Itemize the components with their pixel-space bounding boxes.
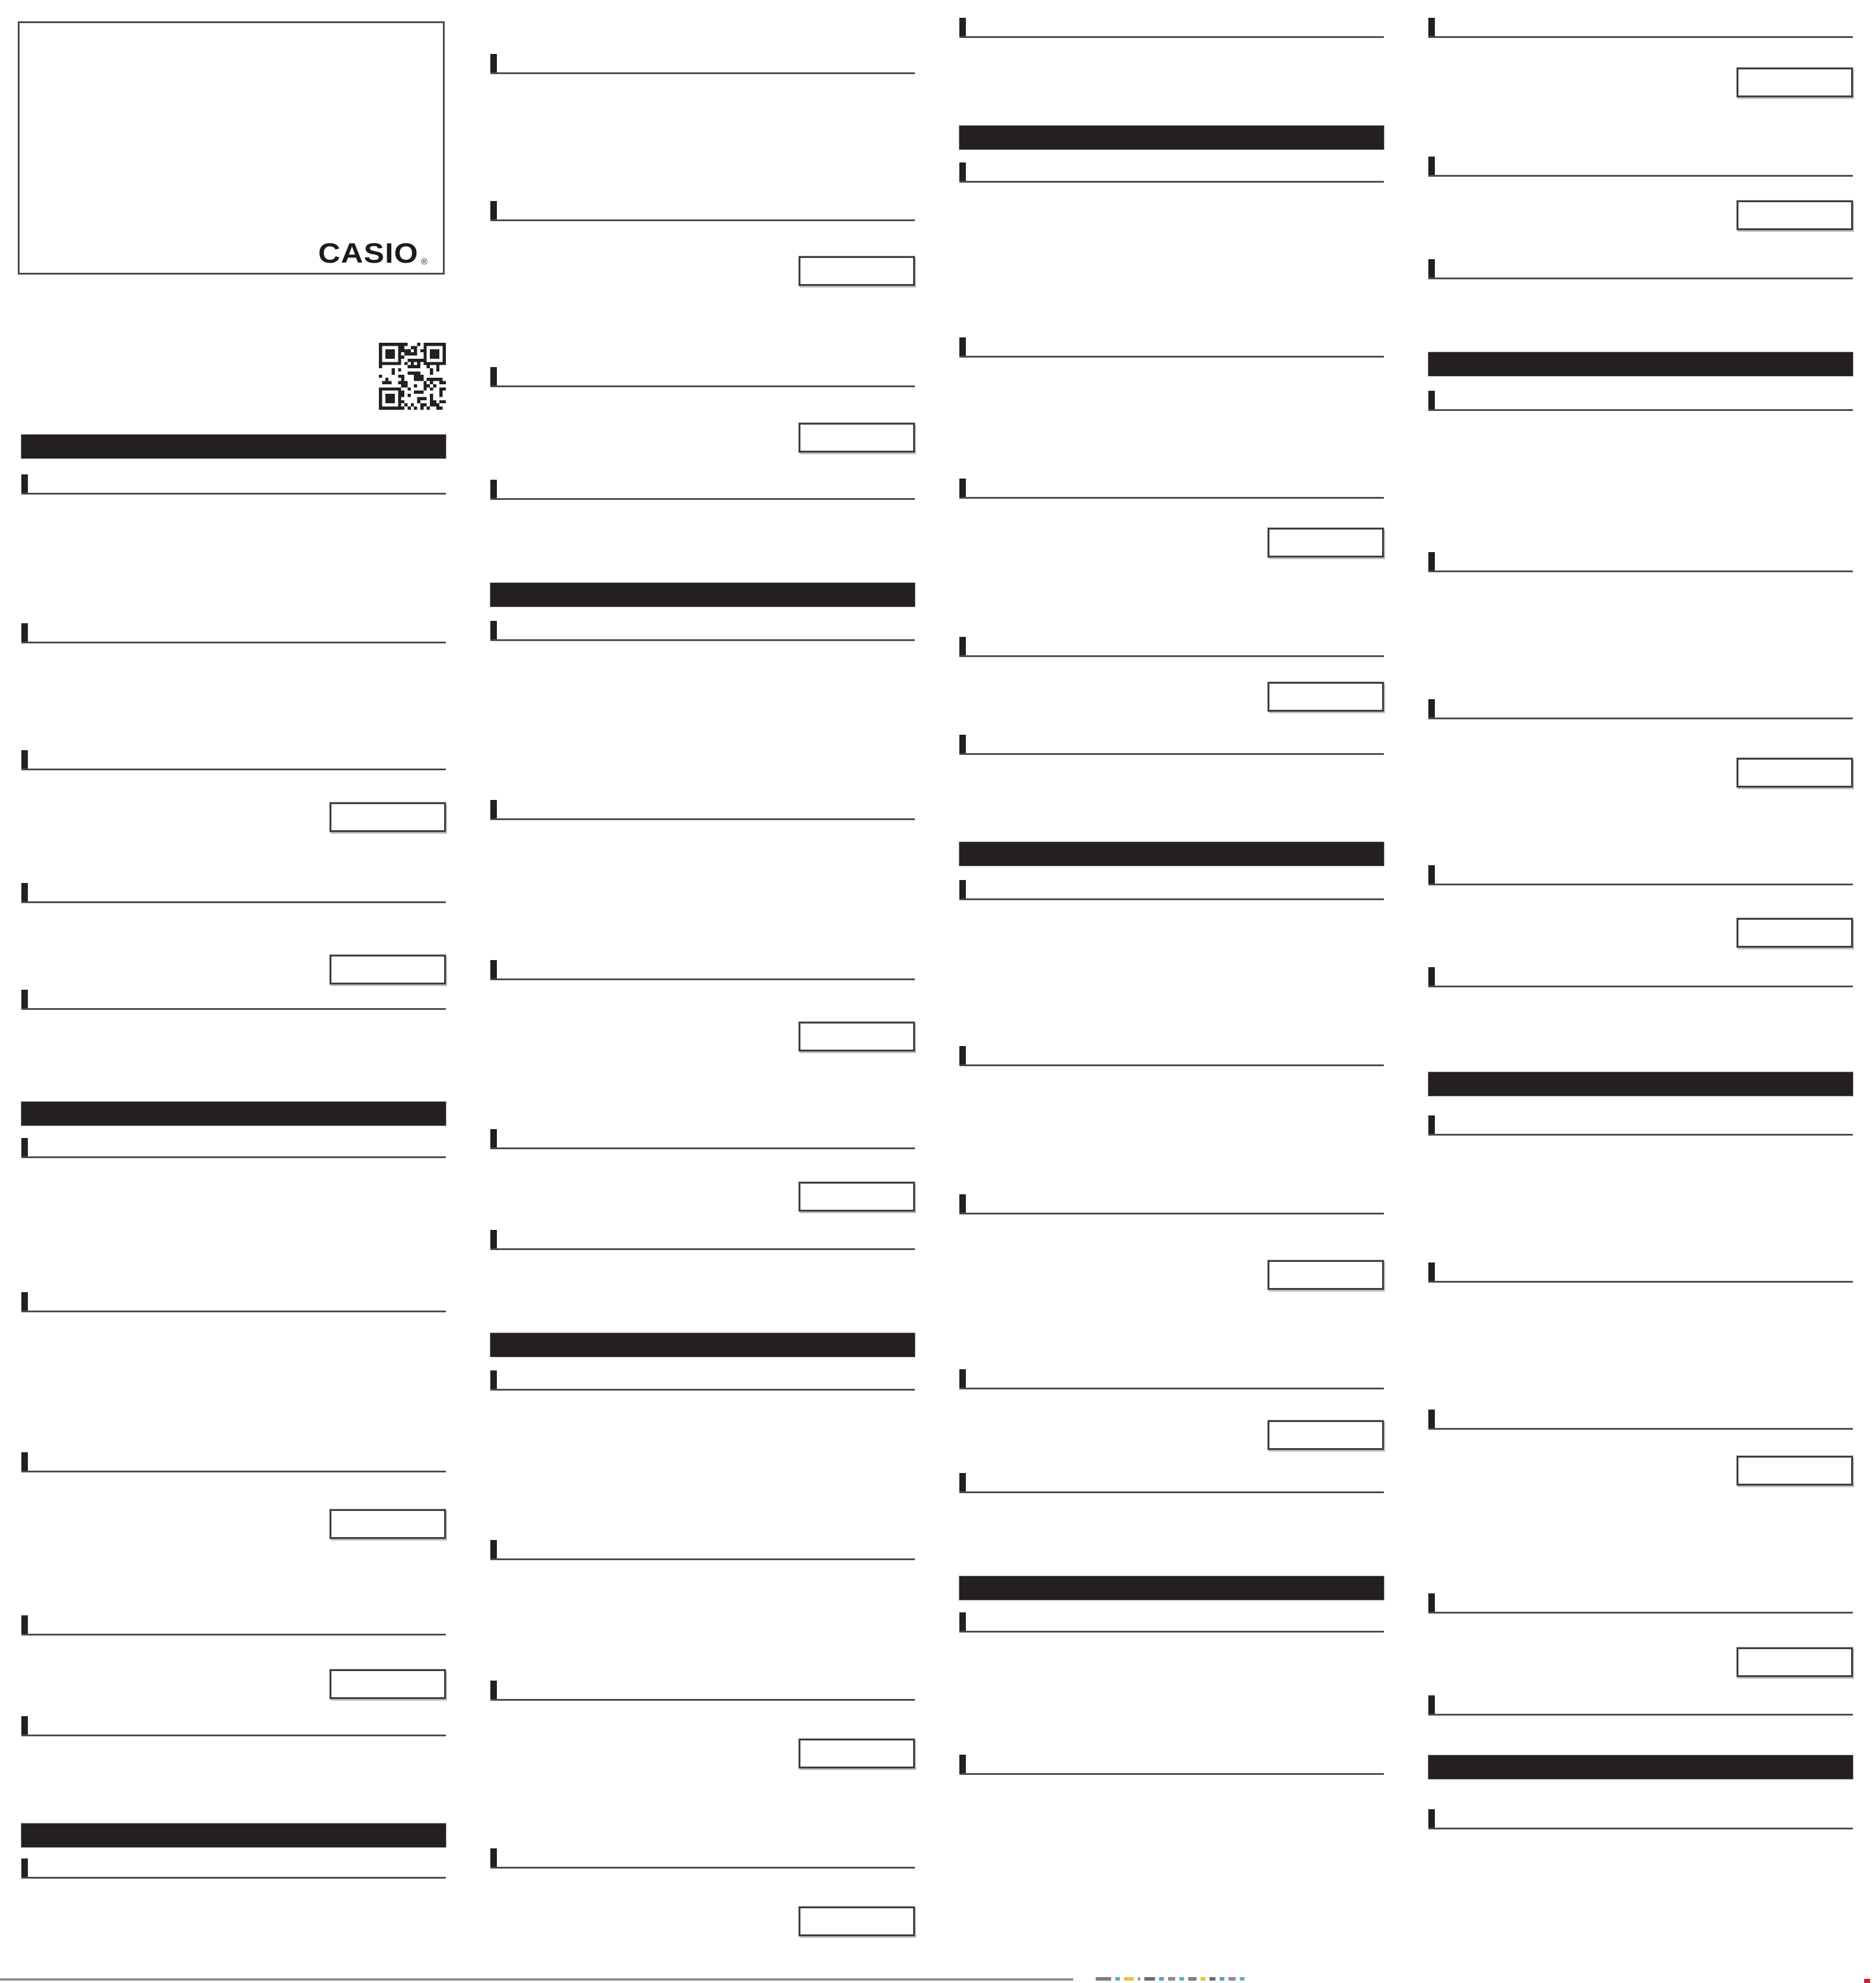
subsection-heading <box>21 474 446 495</box>
qr-code <box>379 343 446 410</box>
key-display-box <box>1268 682 1384 712</box>
key-display-box <box>1737 68 1853 97</box>
heading-bullet-icon <box>959 479 966 499</box>
heading-bullet-icon <box>21 1138 28 1158</box>
fine-print-mark-8 <box>1179 1977 1184 1981</box>
heading-rule <box>959 753 1384 755</box>
heading-rule <box>490 1699 915 1701</box>
heading-bullet-icon <box>1428 18 1435 38</box>
subsection-heading <box>1428 1410 1853 1430</box>
heading-rule <box>959 36 1384 38</box>
subsection-heading <box>959 162 1384 183</box>
heading-rule <box>1428 175 1853 177</box>
heading-rule <box>959 898 1384 900</box>
key-display-box <box>799 256 915 286</box>
heading-rule <box>1428 409 1853 411</box>
heading-rule <box>490 1389 915 1391</box>
subsection-heading <box>1428 967 1853 987</box>
subsection-heading <box>1428 699 1853 719</box>
subsection-heading <box>959 1473 1384 1493</box>
heading-rule <box>21 1156 446 1158</box>
key-display-box <box>1737 1647 1853 1677</box>
key-display-box <box>1268 1260 1384 1290</box>
heading-bullet-icon <box>1428 699 1435 719</box>
heading-rule <box>1428 36 1853 38</box>
heading-rule <box>1428 884 1853 885</box>
subsection-heading <box>21 750 446 770</box>
key-display-box <box>1737 758 1853 788</box>
heading-rule <box>1428 1612 1853 1614</box>
subsection-heading <box>1428 157 1853 177</box>
subsection-heading <box>959 479 1384 499</box>
heading-bullet-icon <box>959 735 966 755</box>
subsection-heading <box>490 960 915 980</box>
section-title-bar <box>490 583 915 607</box>
heading-rule <box>21 1735 446 1736</box>
heading-bullet-icon <box>21 1615 28 1636</box>
key-display-box <box>799 1907 915 1936</box>
subsection-heading <box>959 880 1384 900</box>
heading-bullet-icon <box>21 883 28 903</box>
key-display-box <box>1268 528 1384 557</box>
fine-print-mark-14 <box>1240 1977 1245 1981</box>
subsection-heading <box>490 1681 915 1701</box>
key-display-box <box>330 1669 446 1699</box>
heading-bullet-icon <box>1428 1263 1435 1283</box>
heading-bullet-icon <box>490 1540 497 1560</box>
heading-bullet-icon <box>21 623 28 643</box>
heading-bullet-icon <box>1428 967 1435 987</box>
heading-rule <box>1428 1428 1853 1430</box>
fine-print-mark-2 <box>1115 1977 1120 1981</box>
subsection-heading <box>21 1716 446 1736</box>
fine-print-mark-6 <box>1159 1977 1164 1981</box>
heading-rule <box>959 1491 1384 1493</box>
heading-bullet-icon <box>959 18 966 38</box>
heading-bullet-icon <box>959 162 966 183</box>
heading-rule <box>1428 570 1853 572</box>
heading-rule <box>959 1064 1384 1066</box>
heading-rule <box>1428 718 1853 719</box>
subsection-heading <box>490 1129 915 1149</box>
heading-rule <box>21 1877 446 1879</box>
heading-rule <box>1428 1134 1853 1136</box>
heading-rule <box>959 1388 1384 1389</box>
subsection-heading <box>959 1194 1384 1214</box>
fine-print-mark-9 <box>1188 1977 1197 1981</box>
heading-bullet-icon <box>959 1194 966 1214</box>
fine-print-mark-1 <box>1096 1977 1111 1981</box>
heading-bullet-icon <box>959 1046 966 1066</box>
subsection-heading <box>490 621 915 641</box>
fine-print-mark-4 <box>1138 1977 1140 1981</box>
column-2 <box>490 0 915 1983</box>
subsection-heading <box>959 337 1384 358</box>
heading-bullet-icon <box>1428 552 1435 572</box>
subsection-heading <box>490 480 915 500</box>
key-display-box <box>799 1182 915 1212</box>
column-3 <box>959 0 1384 1983</box>
heading-bullet-icon <box>959 880 966 900</box>
fine-print-mark-11 <box>1210 1977 1215 1981</box>
heading-bullet-icon <box>21 1858 28 1879</box>
key-display-box <box>799 1022 915 1051</box>
section-title-bar <box>959 1576 1384 1600</box>
heading-bullet-icon <box>959 337 966 358</box>
subsection-heading <box>1428 391 1853 411</box>
subsection-heading <box>959 18 1384 38</box>
subsection-heading <box>21 1858 446 1879</box>
subsection-heading <box>490 800 915 820</box>
section-title-bar <box>959 126 1384 149</box>
heading-bullet-icon <box>21 990 28 1010</box>
heading-bullet-icon <box>490 480 497 500</box>
subsection-heading <box>1428 865 1853 885</box>
heading-bullet-icon <box>1428 157 1435 177</box>
heading-bullet-icon <box>1428 1809 1435 1829</box>
subsection-heading <box>959 1755 1384 1775</box>
subsection-heading <box>1428 1115 1853 1136</box>
subsection-heading <box>21 990 446 1010</box>
subsection-heading <box>21 1452 446 1472</box>
subsection-heading <box>1428 1809 1853 1829</box>
heading-rule <box>490 1248 915 1250</box>
heading-bullet-icon <box>490 1848 497 1869</box>
heading-rule <box>21 1471 446 1472</box>
heading-bullet-icon <box>1428 1695 1435 1716</box>
subsection-heading <box>959 735 1384 755</box>
heading-bullet-icon <box>1428 391 1435 411</box>
heading-bullet-icon <box>21 750 28 770</box>
key-display-box <box>799 423 915 452</box>
heading-rule <box>490 1147 915 1149</box>
heading-bullet-icon <box>1428 1115 1435 1136</box>
fine-print-mark-13 <box>1229 1977 1236 1981</box>
heading-rule <box>1428 986 1853 987</box>
heading-rule <box>21 642 446 643</box>
heading-rule <box>490 498 915 500</box>
heading-bullet-icon <box>959 1612 966 1633</box>
subsection-heading <box>959 1612 1384 1633</box>
heading-rule <box>1428 1714 1853 1716</box>
heading-rule <box>21 901 446 903</box>
section-title-bar <box>21 435 446 458</box>
heading-bullet-icon <box>490 800 497 820</box>
subsection-heading <box>490 367 915 387</box>
fine-print-mark-12 <box>1220 1977 1224 1981</box>
subsection-heading <box>1428 18 1853 38</box>
subsection-heading <box>490 1848 915 1869</box>
heading-bullet-icon <box>490 1230 497 1250</box>
subsection-heading <box>1428 552 1853 572</box>
heading-bullet-icon <box>490 1681 497 1701</box>
key-display-box <box>799 1739 915 1768</box>
heading-rule <box>959 1631 1384 1633</box>
subsection-heading <box>959 1046 1384 1066</box>
heading-rule <box>21 1311 446 1312</box>
heading-rule <box>490 639 915 641</box>
heading-rule <box>490 978 915 980</box>
subsection-heading <box>959 637 1384 657</box>
column-1 <box>21 0 446 1983</box>
section-title-bar <box>490 1333 915 1357</box>
section-title-bar <box>1428 1072 1853 1096</box>
heading-bullet-icon <box>490 201 497 221</box>
heading-bullet-icon <box>1428 865 1435 885</box>
heading-bullet-icon <box>21 1292 28 1312</box>
heading-bullet-icon <box>959 1369 966 1389</box>
heading-rule <box>490 1558 915 1560</box>
heading-bullet-icon <box>21 474 28 495</box>
heading-rule <box>1428 1281 1853 1283</box>
subsection-heading <box>490 1370 915 1391</box>
heading-rule <box>959 356 1384 358</box>
heading-rule <box>490 219 915 221</box>
subsection-heading <box>490 54 915 74</box>
heading-bullet-icon <box>1428 259 1435 279</box>
heading-rule <box>1428 278 1853 279</box>
subsection-heading <box>21 623 446 643</box>
heading-bullet-icon <box>959 1755 966 1775</box>
key-display-box <box>1268 1420 1384 1450</box>
subsection-heading <box>1428 1593 1853 1614</box>
heading-bullet-icon <box>490 367 497 387</box>
heading-rule <box>959 497 1384 499</box>
heading-rule <box>490 1867 915 1869</box>
section-title-bar <box>21 1102 446 1126</box>
footer-fine-print <box>1096 1977 1249 1981</box>
registered-trademark-symbol: ® <box>420 257 427 267</box>
heading-rule <box>21 1634 446 1636</box>
subsection-heading <box>21 1292 446 1312</box>
section-title-bar <box>1428 352 1853 376</box>
heading-rule <box>490 385 915 387</box>
heading-rule <box>21 1008 446 1010</box>
heading-rule <box>21 493 446 495</box>
column-4 <box>1428 0 1853 1983</box>
subsection-heading <box>21 883 446 903</box>
subsection-heading <box>1428 1695 1853 1716</box>
footer-rule <box>0 1978 1073 1981</box>
subsection-heading <box>490 1540 915 1560</box>
section-title-bar <box>1428 1755 1853 1779</box>
heading-bullet-icon <box>490 54 497 74</box>
subsection-heading <box>1428 259 1853 279</box>
key-display-box <box>1737 1456 1853 1485</box>
heading-rule <box>490 818 915 820</box>
heading-rule <box>959 181 1384 183</box>
section-title-bar <box>959 842 1384 866</box>
heading-bullet-icon <box>490 1370 497 1391</box>
heading-bullet-icon <box>1428 1593 1435 1614</box>
heading-bullet-icon <box>490 1129 497 1149</box>
subsection-heading <box>490 201 915 221</box>
subsection-heading <box>490 1230 915 1250</box>
section-title-bar <box>21 1823 446 1847</box>
casio-wordmark: CASIO <box>318 237 419 269</box>
page-corner-mark <box>1864 1979 1870 1983</box>
heading-rule <box>959 1773 1384 1775</box>
heading-rule <box>959 655 1384 657</box>
heading-bullet-icon <box>21 1452 28 1472</box>
casio-logo <box>318 237 427 269</box>
heading-rule <box>21 769 446 770</box>
key-display-box <box>330 1509 446 1539</box>
heading-bullet-icon <box>21 1716 28 1736</box>
subsection-heading <box>21 1615 446 1636</box>
subsection-heading <box>959 1369 1384 1389</box>
heading-bullet-icon <box>959 1473 966 1493</box>
cover-image-panel <box>18 21 445 275</box>
subsection-heading <box>1428 1263 1853 1283</box>
heading-bullet-icon <box>959 637 966 657</box>
heading-bullet-icon <box>1428 1410 1435 1430</box>
fine-print-mark-3 <box>1124 1977 1134 1981</box>
heading-rule <box>490 72 915 74</box>
fine-print-mark-10 <box>1201 1977 1205 1981</box>
key-display-box <box>330 955 446 984</box>
heading-bullet-icon <box>490 621 497 641</box>
heading-bullet-icon <box>490 960 497 980</box>
heading-rule <box>1428 1828 1853 1829</box>
key-display-box <box>1737 918 1853 948</box>
key-display-box <box>330 802 446 832</box>
heading-rule <box>959 1213 1384 1214</box>
subsection-heading <box>21 1138 446 1158</box>
key-display-box <box>1737 200 1853 230</box>
fine-print-mark-5 <box>1144 1977 1155 1981</box>
fine-print-mark-7 <box>1168 1977 1175 1981</box>
